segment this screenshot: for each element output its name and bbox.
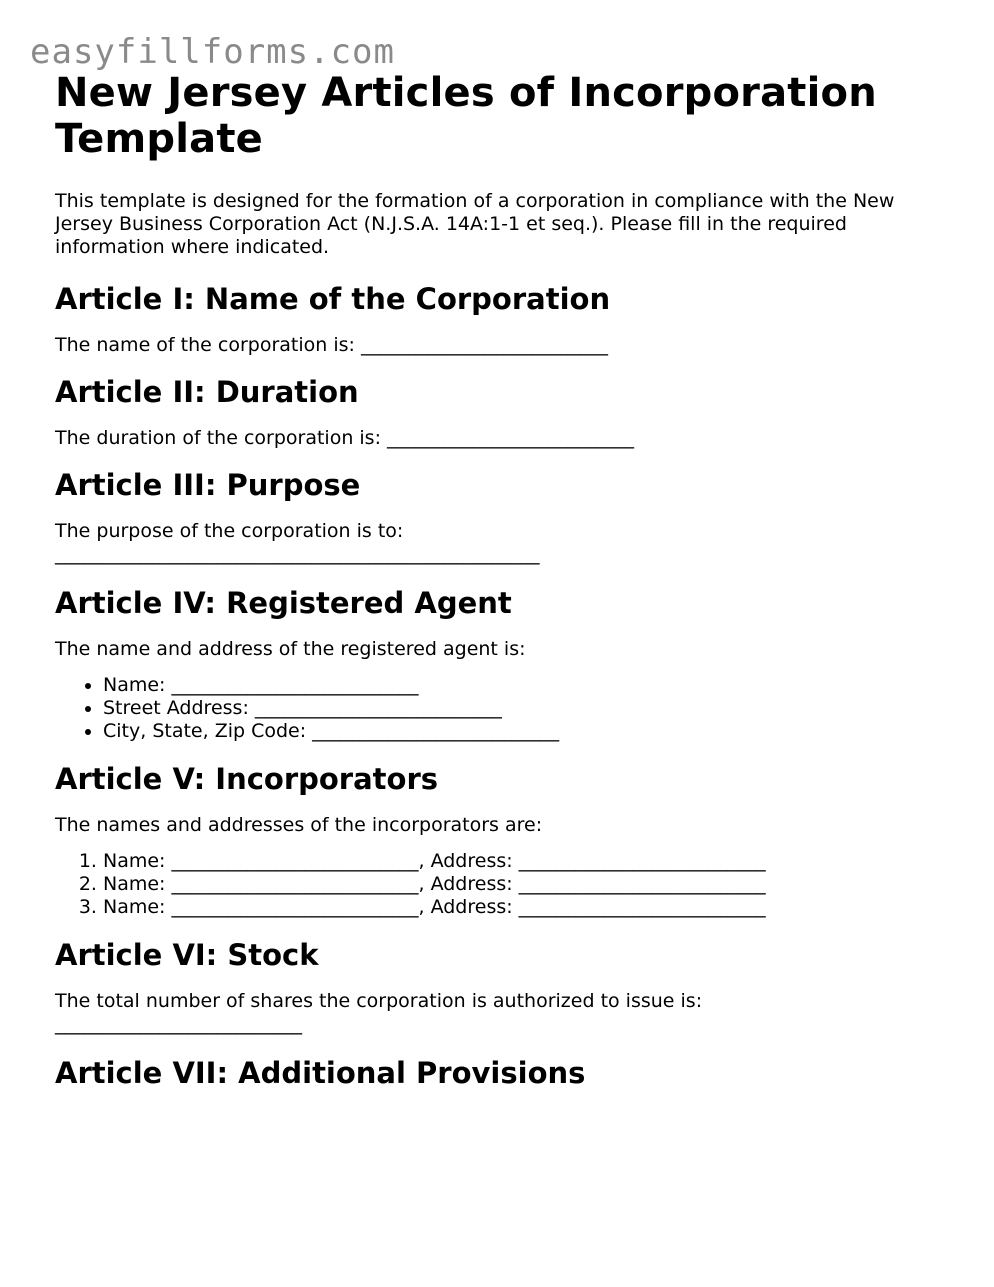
stock-label: The total number of shares the corporation is authorized to issue is: bbox=[55, 990, 703, 1012]
registered-agent-intro: The name and address of the registered agent is: bbox=[55, 638, 526, 660]
agent-street-field: • Street Address: __________________________ bbox=[103, 697, 935, 720]
article-2 bbox=[55, 374, 935, 450]
document-page bbox=[55, 70, 935, 1108]
article-1 bbox=[55, 281, 935, 357]
article-heading: Article V: Incorporators bbox=[55, 762, 439, 796]
article-heading: Article VI: Stock bbox=[55, 938, 319, 972]
duration-field: The duration of the corporation is: __________________________ bbox=[55, 427, 635, 449]
intro-paragraph: This template is designed for the formation of a corporation in compliance with the New Jersey Business Corporation Act (N.J.S.A. 14A:1-1 et seq.). Please fill in the required information where indicated. bbox=[55, 190, 895, 258]
stock-blank: __________________________ bbox=[55, 1013, 302, 1035]
article-heading: Article III: Purpose bbox=[55, 468, 361, 502]
article-4 bbox=[55, 585, 935, 743]
purpose-field bbox=[55, 520, 935, 566]
incorporators-intro: The names and addresses of the incorporators are: bbox=[55, 814, 543, 836]
article-heading: Article II: Duration bbox=[55, 375, 359, 409]
purpose-blank: ___________________________________________________ bbox=[55, 543, 540, 565]
article-6 bbox=[55, 937, 935, 1036]
article-3 bbox=[55, 467, 935, 566]
incorporator-field: 1. Name: __________________________, Address: __________________________ bbox=[103, 850, 935, 873]
registered-agent-list bbox=[55, 674, 935, 743]
article-heading: Article IV: Registered Agent bbox=[55, 586, 512, 620]
article-5 bbox=[55, 761, 935, 919]
article-heading: Article VII: Additional Provisions bbox=[55, 1056, 586, 1090]
incorporators-list bbox=[55, 850, 935, 919]
article-heading: Article I: Name of the Corporation bbox=[55, 282, 611, 316]
corporation-name-field: The name of the corporation is: __________________________ bbox=[55, 334, 608, 356]
incorporator-field: 2. Name: __________________________, Address: __________________________ bbox=[103, 873, 935, 896]
agent-name-field: • Name: __________________________ bbox=[103, 674, 935, 697]
stock-field bbox=[55, 990, 935, 1036]
agent-city-field: • City, State, Zip Code: __________________________ bbox=[103, 720, 935, 743]
article-7 bbox=[55, 1055, 935, 1091]
incorporator-field: 3. Name: __________________________, Address: __________________________ bbox=[103, 896, 935, 919]
watermark: easyfillforms.com bbox=[30, 32, 395, 72]
purpose-label: The purpose of the corporation is to: bbox=[55, 520, 404, 542]
document-title: New Jersey Articles of Incorporation Template bbox=[55, 70, 877, 162]
